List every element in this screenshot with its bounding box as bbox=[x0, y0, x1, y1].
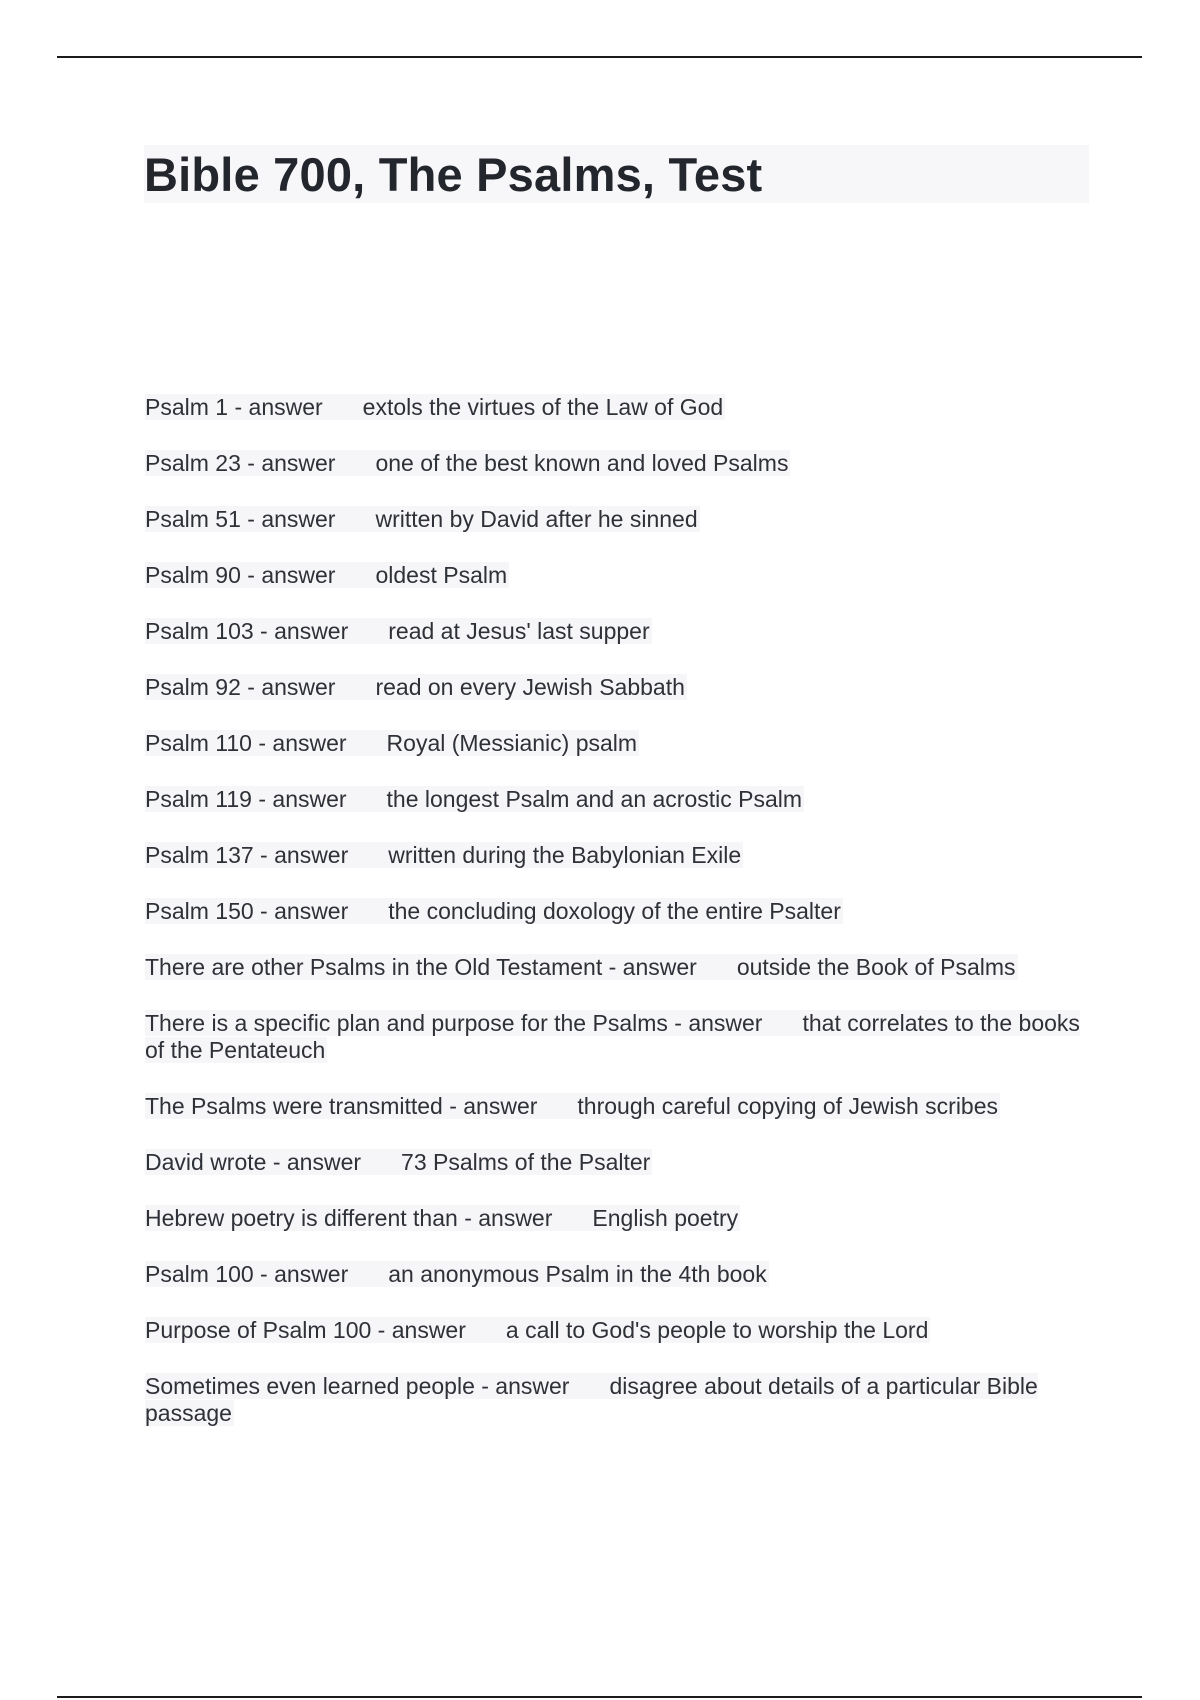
qa-item bbox=[145, 1261, 1090, 1288]
qa-prompt: Psalm 137 - answer bbox=[145, 842, 349, 868]
qa-item bbox=[145, 954, 1090, 981]
qa-answer: the concluding doxology of the entire Psalter bbox=[388, 898, 841, 924]
qa-answer: Royal (Messianic) psalm bbox=[386, 730, 638, 756]
top-divider bbox=[57, 56, 1142, 58]
qa-prompt: Sometimes even learned people - answer bbox=[145, 1373, 570, 1399]
qa-answer: read on every Jewish Sabbath bbox=[375, 674, 685, 700]
title-block bbox=[144, 145, 1089, 203]
qa-item bbox=[145, 898, 1090, 925]
qa-answer: extols the virtues of the Law of God bbox=[362, 394, 724, 420]
qa-item bbox=[145, 1093, 1090, 1120]
page-title: Bible 700, The Psalms, Test bbox=[144, 148, 763, 201]
qa-item bbox=[145, 618, 1090, 645]
qa-item bbox=[145, 1205, 1090, 1232]
qa-item bbox=[145, 562, 1090, 589]
qa-answer: outside the Book of Psalms bbox=[736, 954, 1016, 980]
qa-answer: 73 Psalms of the Psalter bbox=[401, 1149, 651, 1175]
qa-answer: written by David after he sinned bbox=[375, 506, 698, 532]
qa-answer: an anonymous Psalm in the 4th book bbox=[388, 1261, 767, 1287]
qa-answer: written during the Babylonian Exile bbox=[388, 842, 742, 868]
qa-answer: read at Jesus' last supper bbox=[388, 618, 650, 644]
qa-answer: the longest Psalm and an acrostic Psalm bbox=[386, 786, 803, 812]
qa-prompt: The Psalms were transmitted - answer bbox=[145, 1093, 538, 1119]
qa-item bbox=[145, 1373, 1090, 1427]
qa-prompt: Psalm 150 - answer bbox=[145, 898, 349, 924]
qa-item bbox=[145, 450, 1090, 477]
qa-prompt: Purpose of Psalm 100 - answer bbox=[145, 1317, 466, 1343]
qa-prompt: Psalm 103 - answer bbox=[145, 618, 349, 644]
qa-item bbox=[145, 842, 1090, 869]
qa-prompt: There is a specific plan and purpose for the Psalms - answer bbox=[145, 1010, 763, 1036]
qa-item bbox=[145, 674, 1090, 701]
qa-prompt: Psalm 1 - answer bbox=[145, 394, 323, 420]
qa-answer: one of the best known and loved Psalms bbox=[375, 450, 789, 476]
qa-answer: through careful copying of Jewish scribes bbox=[577, 1093, 999, 1119]
qa-item bbox=[145, 506, 1090, 533]
qa-prompt: Psalm 51 - answer bbox=[145, 506, 336, 532]
qa-answer: oldest Psalm bbox=[375, 562, 508, 588]
qa-answer: a call to God's people to worship the Lord bbox=[505, 1317, 929, 1343]
qa-list bbox=[145, 394, 1090, 1427]
qa-prompt: Hebrew poetry is different than - answer bbox=[145, 1205, 553, 1231]
qa-prompt: Psalm 119 - answer bbox=[145, 786, 347, 812]
qa-answer: English poetry bbox=[592, 1205, 739, 1231]
qa-prompt: There are other Psalms in the Old Testament - answer bbox=[145, 954, 697, 980]
qa-prompt: Psalm 110 - answer bbox=[145, 730, 347, 756]
qa-prompt: Psalm 90 - answer bbox=[145, 562, 336, 588]
qa-item bbox=[145, 1317, 1090, 1344]
qa-answer: disagree about details of a particular Bible passage bbox=[145, 1373, 1038, 1426]
qa-item bbox=[145, 1149, 1090, 1176]
qa-item bbox=[145, 730, 1090, 757]
qa-item bbox=[145, 394, 1090, 421]
qa-prompt: Psalm 23 - answer bbox=[145, 450, 336, 476]
qa-prompt: David wrote - answer bbox=[145, 1149, 362, 1175]
qa-prompt: Psalm 100 - answer bbox=[145, 1261, 349, 1287]
qa-prompt: Psalm 92 - answer bbox=[145, 674, 336, 700]
qa-answer: that correlates to the books of the Pentateuch bbox=[145, 1010, 1080, 1063]
bottom-divider bbox=[57, 1696, 1142, 1698]
qa-item bbox=[145, 786, 1090, 813]
qa-item bbox=[145, 1010, 1090, 1064]
